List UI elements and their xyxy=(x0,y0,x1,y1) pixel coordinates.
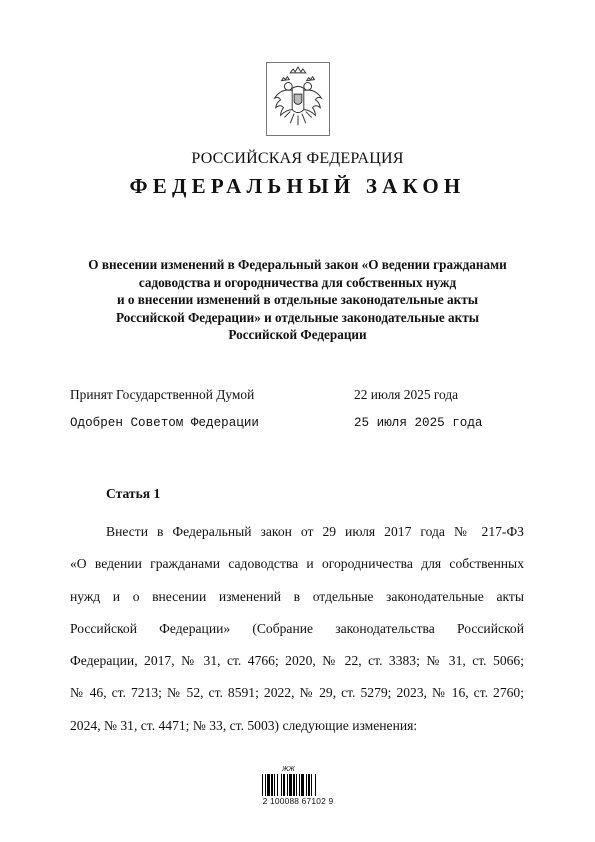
country-name: РОССИЙСКАЯ ФЕДЕРАЦИЯ xyxy=(191,150,404,167)
approved-council-label: Одобрен Советом Федерации xyxy=(70,416,259,430)
barcode-bars-icon xyxy=(262,774,334,796)
law-title xyxy=(50,256,545,344)
adopted-duma-label: Принят Государственной Думой xyxy=(70,387,255,402)
barcode-number: 2 100088 67102 9 xyxy=(262,796,334,806)
article-line: «О ведении гражданами садоводства и огородничества для собственных xyxy=(70,556,524,572)
coat-of-arms-emblem xyxy=(266,62,330,136)
article-line: Внести в Федеральный закон от 29 июля 2017 года № 217-ФЗ xyxy=(106,524,524,539)
barcode-mark: ЖЖ xyxy=(282,766,295,773)
approved-council-date: 25 июля 2025 года xyxy=(354,416,483,430)
law-title-line: и о внесении изменений в отдельные законодательные акты xyxy=(116,292,478,308)
article-line: Федерации, 2017, № 31, ст. 4766; 2020, № 22, ст. 3383; № 31, ст. 5066; xyxy=(70,653,524,669)
article-line: нужд и о внесении изменений в отдельные законодательные акты xyxy=(70,588,524,604)
article-body xyxy=(70,516,524,742)
article-heading: Статья 1 xyxy=(106,486,161,501)
document-barcode xyxy=(262,766,334,806)
coat-of-arms-icon xyxy=(267,63,329,135)
law-title-line: Российской Федерации xyxy=(228,327,367,343)
article-line: 2024, № 31, ст. 4471; № 33, ст. 5003) следующие изменения: xyxy=(70,717,418,733)
article-line: № 46, ст. 7213; № 52, ст. 8591; 2022, № 29, ст. 5279; 2023, № 16, ст. 2760; xyxy=(70,685,524,701)
law-type-heading: ФЕДЕРАЛЬНЫЙ ЗАКОН xyxy=(129,174,466,198)
law-title-line: Российской Федерации» и отдельные законодательные акты xyxy=(115,309,480,325)
law-title-line: садоводства и огородничества для собственных нужд xyxy=(138,274,457,290)
law-title-line: О внесении изменений в Федеральный закон «О ведении гражданами xyxy=(88,257,507,272)
adopted-duma-date: 22 июля 2025 года xyxy=(354,387,459,402)
article-line: Российской Федерации» (Собрание законодательства Российской xyxy=(70,620,524,636)
